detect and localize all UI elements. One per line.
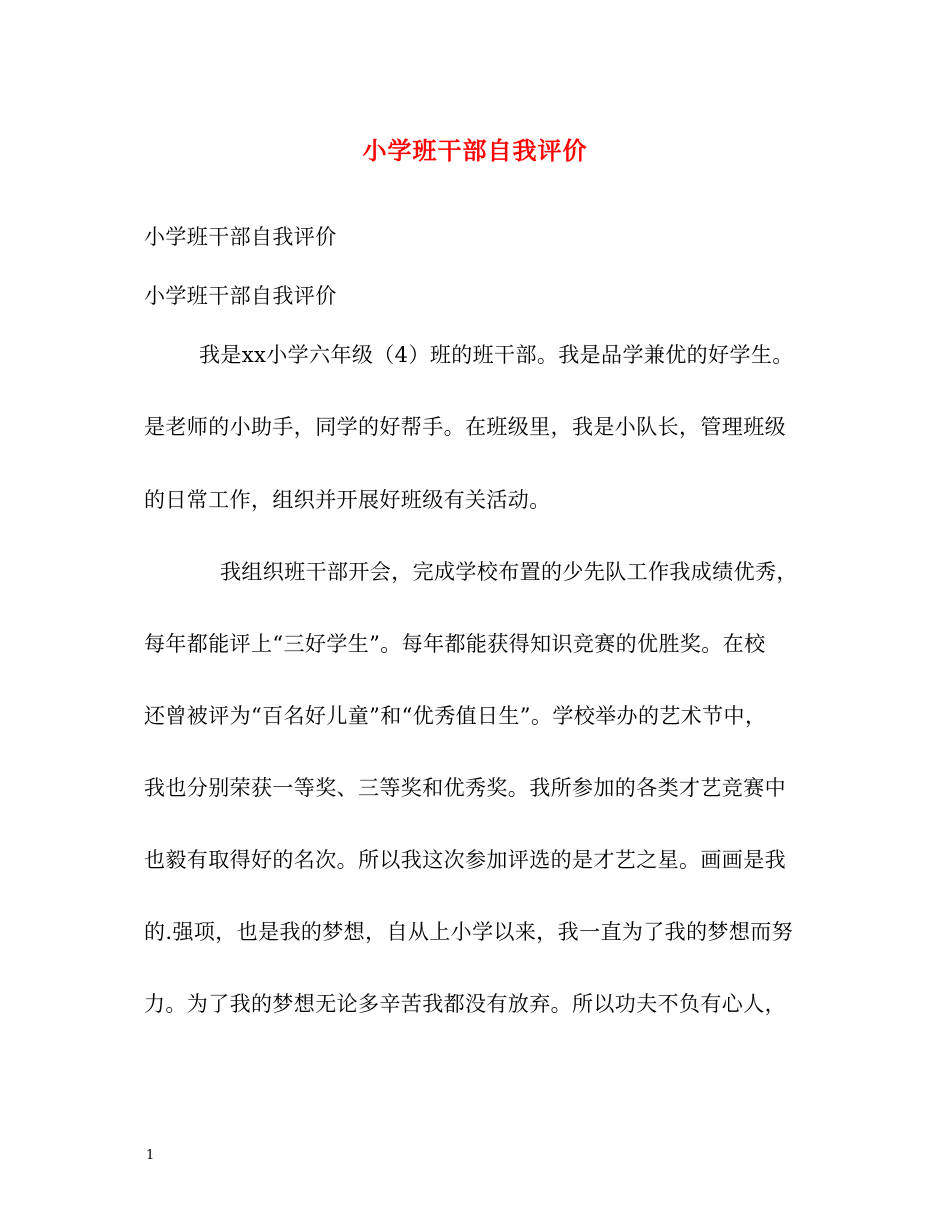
heading-line-2: 小学班干部自我评价 [144,284,337,308]
body-line-6: 还曾被评为“百名好儿童”和“优秀值日生”。学校举办的艺术节中， [144,704,767,728]
body-line-3: 的日常工作，组织并开展好班级有关活动。 [144,488,551,512]
body-line-7: 我也分别荣获一等奖、三等奖和优秀奖。我所参加的各类才艺竞赛中 [144,776,786,800]
body-line-4: 我组织班干部开会，完成学校布置的少先队工作我成绩优秀， [220,560,798,584]
body-line-2: 是老师的小助手，同学的好帮手。在班级里，我是小队长，管理班级 [144,415,786,439]
body-line-1: 我是xx小学六年级（4）班的班干部。我是品学兼优的好学生。 [199,343,794,367]
page-number: 1 [146,1148,155,1163]
body-line-5: 每年都能评上“三好学生”。每年都能获得知识竞赛的优胜奖。在校 [144,632,766,656]
document-title: 小学班干部自我评价 [362,136,588,165]
body-line-10: 力。为了我的梦想无论多辛苦我都没有放弃。所以功夫不负有心人， [144,992,786,1016]
heading-line-1: 小学班干部自我评价 [144,225,337,249]
body-line-8: 也毅有取得好的名次。所以我这次参加评选的是才艺之星。画画是我 [144,848,786,872]
body-line-9: 的.强项，也是我的梦想，自从上小学以来，我一直为了我的梦想而努 [144,920,794,944]
